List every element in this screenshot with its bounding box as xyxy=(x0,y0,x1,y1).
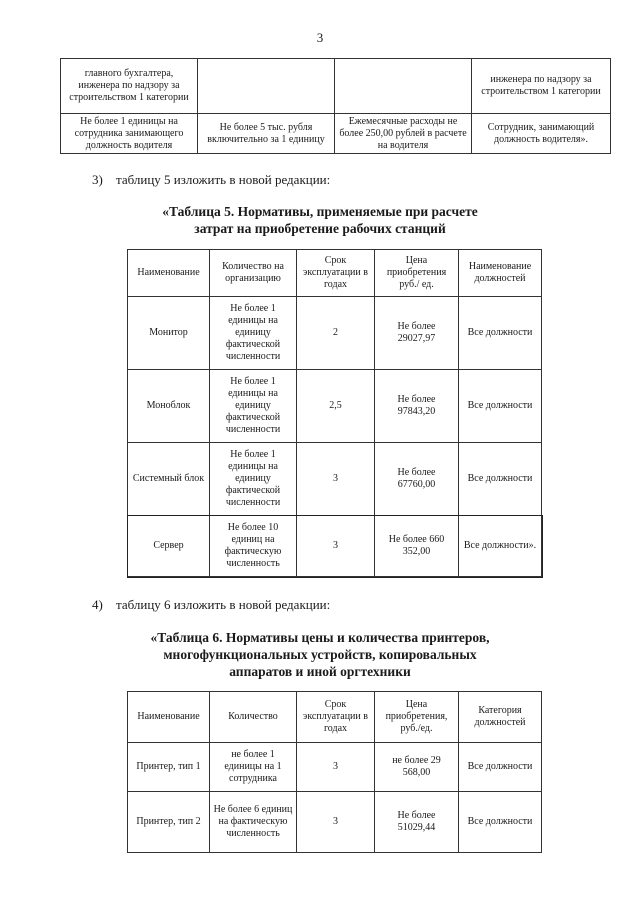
item-3 xyxy=(92,172,330,188)
item-4-text: таблицу 6 изложить в новой редакции: xyxy=(116,597,331,612)
table-row xyxy=(61,59,611,114)
table-cell: Все должности xyxy=(459,370,542,443)
table-cell: 3 xyxy=(297,792,375,853)
table-cell: Все должности xyxy=(459,443,542,516)
table-cell: Не более 6 единиц на фактическую численность xyxy=(210,792,297,853)
column-header: Наименование xyxy=(128,692,210,743)
table-cell: Все должности xyxy=(459,743,542,792)
table-row xyxy=(128,443,542,516)
table-row xyxy=(128,516,542,577)
column-header: Количество на организацию xyxy=(210,250,297,297)
page-number: 3 xyxy=(316,30,324,45)
item-4 xyxy=(92,597,330,613)
table-5-title xyxy=(0,203,640,237)
item-3-text: таблицу 5 изложить в новой редакции: xyxy=(116,172,331,187)
table-cell: 3 xyxy=(297,743,375,792)
table-6-title-line: аппаратов и иной оргтехники xyxy=(229,664,411,679)
column-header: Наименование должностей xyxy=(459,250,542,297)
table-row xyxy=(128,792,542,853)
table-cell xyxy=(198,59,335,114)
table-cell: Системный блок xyxy=(128,443,210,516)
table-4-continuation xyxy=(60,58,611,154)
table-cell: 3 xyxy=(297,443,375,516)
table-cell: Моноблок xyxy=(128,370,210,443)
column-header: Цена приобретения руб./ ед. xyxy=(375,250,459,297)
item-3-number: 3) xyxy=(92,172,103,187)
table-cell: Не более 1 единицы на единицу фактической численности xyxy=(210,370,297,443)
table-cell: 2 xyxy=(297,297,375,370)
table-cell: Не более 97843,20 xyxy=(375,370,459,443)
table-cell: Все должности xyxy=(459,792,542,853)
table-cell: главного бухгалтера, инженера по надзору за строительством 1 категории xyxy=(61,59,198,114)
table-header-row xyxy=(128,692,542,743)
table-cell: Не более 10 единиц на фактическую численность xyxy=(210,516,297,577)
table-header-row xyxy=(128,250,542,297)
table-row xyxy=(61,114,611,154)
table-cell: Монитор xyxy=(128,297,210,370)
table-6-title-line: «Таблица 6. Нормативы цены и количества принтеров, xyxy=(150,630,490,645)
table-5-title-line: «Таблица 5. Нормативы, применяемые при расчете xyxy=(162,204,478,219)
table-cell: Не более 1 единицы на сотрудника занимающего должность водителя xyxy=(61,114,198,154)
table-row xyxy=(128,297,542,370)
column-header: Срок эксплуатации в годах xyxy=(297,692,375,743)
column-header: Наименование xyxy=(128,250,210,297)
table-cell: Не более 29027,97 xyxy=(375,297,459,370)
table-cell xyxy=(335,59,472,114)
table-cell: инженера по надзору за строительством 1 категории xyxy=(472,59,611,114)
table-row xyxy=(128,370,542,443)
table-5 xyxy=(127,249,542,577)
table-cell: Не более 1 единицы на единицу фактической численности xyxy=(210,443,297,516)
table-6-title-line: многофункциональных устройств, копировальных xyxy=(163,647,477,662)
table-6-title xyxy=(0,629,640,680)
column-header: Категория должностей xyxy=(459,692,542,743)
table-cell: Не более 5 тыс. рубля включительно за 1 единицу xyxy=(198,114,335,154)
item-4-number: 4) xyxy=(92,597,103,612)
table-cell: Сервер xyxy=(128,516,210,577)
table-cell: Сотрудник, занимающий должность водителя». xyxy=(472,114,611,154)
table-5-title-line: затрат на приобретение рабочих станций xyxy=(194,221,446,236)
table-cell: 2,5 xyxy=(297,370,375,443)
table-6 xyxy=(127,691,542,853)
table-cell: Не более 67760,00 xyxy=(375,443,459,516)
table-cell: не более 29 568,00 xyxy=(375,743,459,792)
table-cell: Принтер, тип 2 xyxy=(128,792,210,853)
table-row xyxy=(128,743,542,792)
table-cell: Принтер, тип 1 xyxy=(128,743,210,792)
table-cell: Не более 1 единицы на единицу фактической численности xyxy=(210,297,297,370)
table-cell: 3 xyxy=(297,516,375,577)
table-cell: Не более 51029,44 xyxy=(375,792,459,853)
column-header: Количество xyxy=(210,692,297,743)
table-cell: Все должности». xyxy=(459,516,542,577)
table-cell: не более 1 единицы на 1 сотрудника xyxy=(210,743,297,792)
column-header: Срок эксплуатации в годах xyxy=(297,250,375,297)
table-cell: Не более 660 352,00 xyxy=(375,516,459,577)
table-cell: Все должности xyxy=(459,297,542,370)
table-cell: Ежемесячные расходы не более 250,00 рублей в расчете на водителя xyxy=(335,114,472,154)
column-header: Цена приобретения, руб./ед. xyxy=(375,692,459,743)
